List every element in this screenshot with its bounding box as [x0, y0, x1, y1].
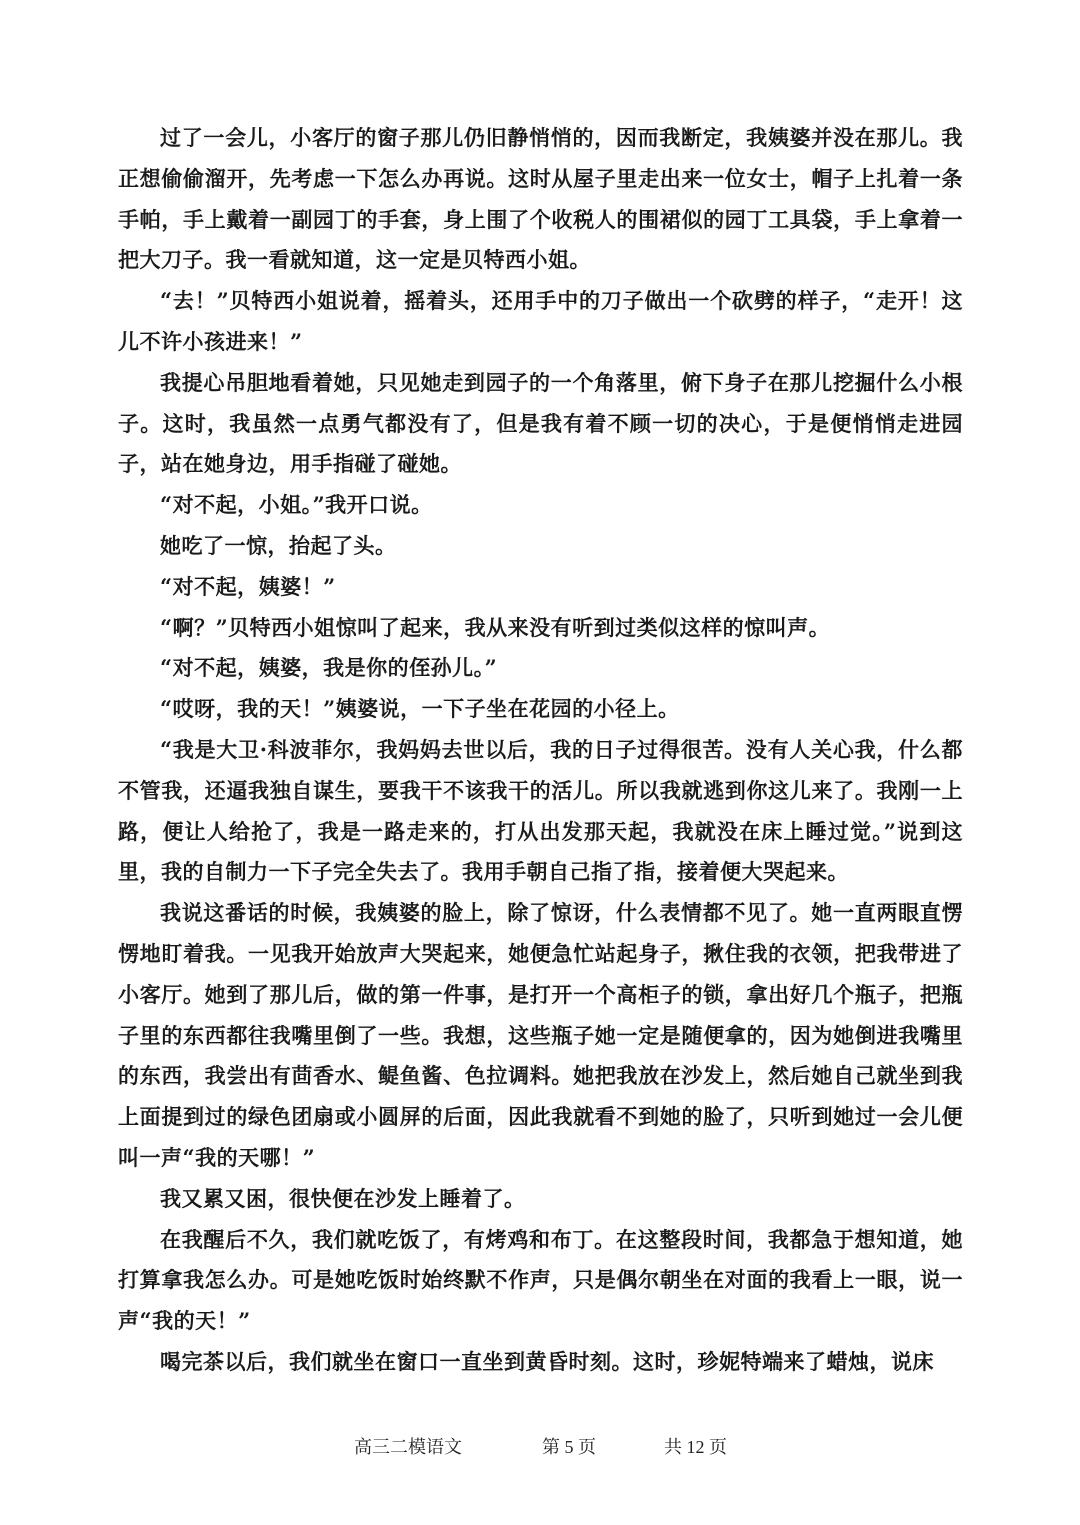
paragraph-7: “啊？”贝特西小姐惊叫了起来，我从来没有听到过类似这样的惊叫声。 [160, 614, 831, 640]
paragraph-5: 她吃了一惊，抬起了头。 [160, 532, 397, 558]
paragraph-3: 我提心吊胆地看着她，只见她走到园子的一个角落里，俯下身子在那儿挖掘什么小根子。这时，我虽然一点勇气都没有了，但是我有着不顾一切的决心，于是便悄悄走进园子，站在她身边，用手指碰了碰她。 [118, 369, 963, 477]
footer-total-pages: 共 12 页 [664, 1437, 727, 1457]
footer-exam-title: 高三二模语文 [354, 1437, 462, 1457]
paragraph-11: 我说这番话的时候，我姨婆的脸上，除了惊讶，什么表情都不见了。她一直两眼直愣愣地盯着我。一见我开始放声大哭起来，她便急忙站起身子，揪住我的衣领，把我带进了小客厅。她到了那儿后，做的第一件事，是打开一个高柜子的锁，拿出好几个瓶子，把瓶子里的东西都往我嘴里倒了一些。我想，这些瓶子她一定是随便拿的，因为她倒进我嘴里的东西，我尝出有茴香水、鳀鱼酱、色拉调料。她把我放在沙发上，然后她自己就坐到我上面提到过的绿色团扇或小圆屏的后面，因此我就看不到她的脸了，只听到她过一会儿便叫一声“我的天哪！” [118, 900, 963, 1170]
paragraph-10: “我是大卫·科波菲尔，我妈妈去世以后，我的日子过得很苦。没有人关心我，什么都不管我，还逼我独自谋生，要我干不该我干的活儿。所以我就逃到你这儿来了。我刚一上路，便让人给抢了，我是一路走来的，打从出发那天起，我就没在床上睡过觉。”说到这里，我的自制力一下子完全失去了。我用手朝自己指了指，接着便大哭起来。 [118, 736, 963, 885]
paragraph-14: 喝完茶以后，我们就坐在窗口一直坐到黄昏时刻。这时，珍妮特端来了蜡烛，说床 [160, 1348, 934, 1374]
paragraph-1: 过了一会儿，小客厅的窗子那儿仍旧静悄悄的，因而我断定，我姨婆并没在那儿。我正想偷偷溜开，先考虑一下怎么办再说。这时从屋子里走出来一位女士，帽子上扎着一条手帕，手上戴着一副园丁的手套，身上围了个收税人的围裙似的园丁工具袋，手上拿着一把大刀子。我一看就知道，这一定是贝特西小姐。 [118, 125, 963, 273]
document-body [118, 118, 963, 1383]
paragraph-6: “对不起，姨婆！” [160, 573, 336, 599]
footer-page-number: 第 5 页 [542, 1437, 596, 1457]
paragraph-12: 我又累又困，很快便在沙发上睡着了。 [160, 1185, 526, 1211]
paragraph-2: “去！”贝特西小姐说着，摇着头，还用手中的刀子做出一个砍劈的样子，“走开！这儿不许小孩进来！” [118, 288, 963, 354]
page-footer [0, 1433, 1080, 1463]
paragraph-4: “对不起，小姐。”我开口说。 [160, 492, 433, 518]
paragraph-8: “对不起，姨婆，我是你的侄孙儿。” [160, 655, 498, 681]
paragraph-13: 在我醒后不久，我们就吃饭了，有烤鸡和布丁。在这整段时间，我都急于想知道，她打算拿我怎么办。可是她吃饭时始终默不作声，只是偶尔朝坐在对面的我看上一眼，说一声“我的天！” [118, 1226, 963, 1334]
paragraph-9: “哎呀，我的天！”姨婆说，一下子坐在花园的小径上。 [160, 696, 680, 722]
